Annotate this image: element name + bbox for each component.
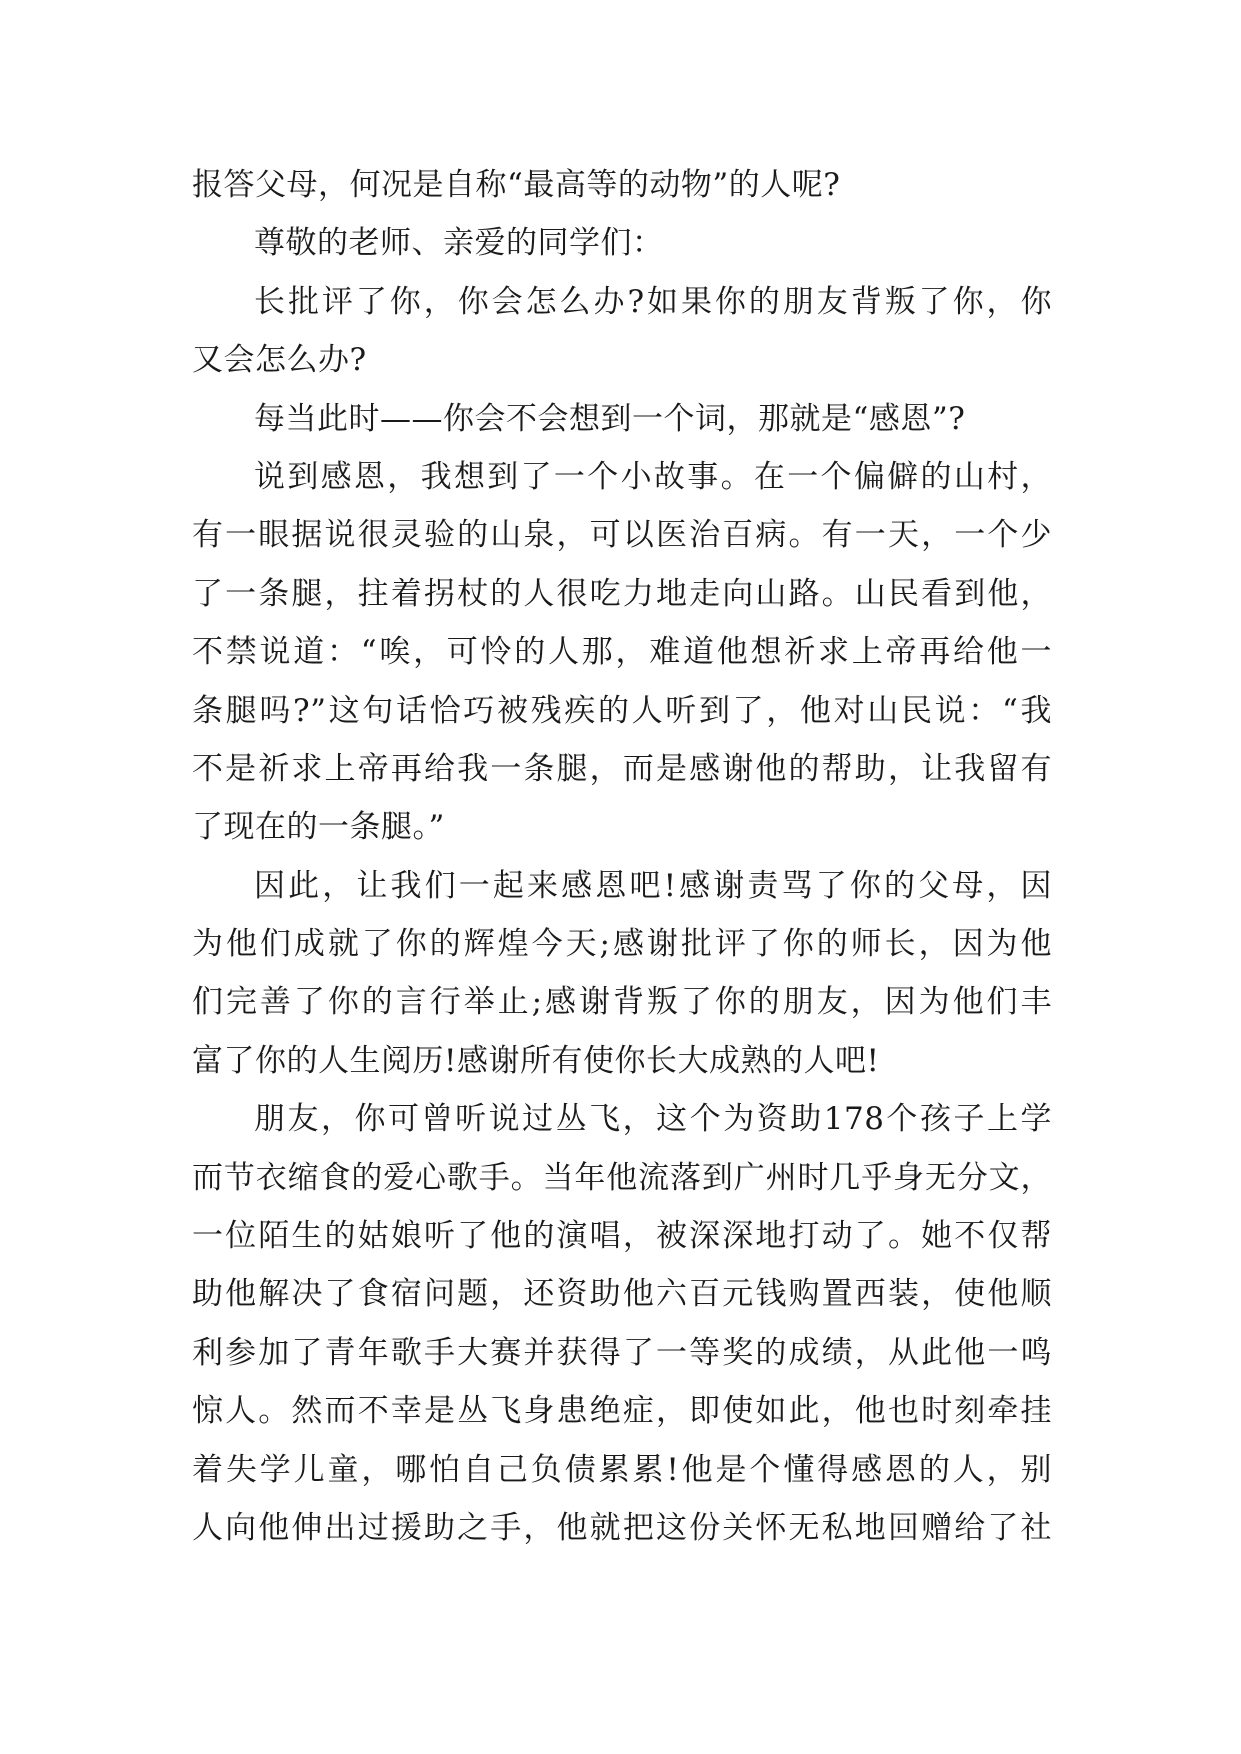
text-line: 富了你的人生阅历!感谢所有使你长大成熟的人吧! (192, 1042, 880, 1079)
text-line: 一位陌生的姑娘听了他的演唱，被深深地打动了。她不仅帮 (192, 1218, 1052, 1255)
text-line: 不禁说道：“唉，可怜的人那，难道他想祈求上帝再给他一 (192, 634, 1052, 671)
text-line: 尊敬的老师、亲爱的同学们： (254, 225, 664, 262)
text-line: 说到感恩，我想到了一个小故事。在一个偏僻的山村， (254, 458, 1052, 495)
text-line: 而节衣缩食的爱心歌手。当年他流落到广州时几乎身无分文， (192, 1159, 1052, 1196)
text-line: 惊人。然而不幸是丛飞身患绝症，即使如此，他也时刻牵挂 (192, 1393, 1052, 1430)
text-line: 们完善了你的言行举止;感谢背叛了你的朋友，因为他们丰 (192, 984, 1052, 1021)
text-line: 不是祈求上帝再给我一条腿，而是感谢他的帮助，让我留有 (192, 750, 1052, 787)
text-line: 为他们成就了你的辉煌今天;感谢批评了你的师长，因为他 (192, 926, 1052, 963)
text-line: 条腿吗?”这句话恰巧被残疾的人听到了，他对山民说：“我 (192, 692, 1052, 729)
text-line: 朋友，你可曾听说过丛飞，这个为资助178个孩子上学 (254, 1101, 1052, 1138)
text-line: 每当此时——你会不会想到一个词，那就是“感恩”? (254, 400, 966, 437)
text-line: 利参加了青年歌手大赛并获得了一等奖的成绩，从此他一鸣 (192, 1334, 1052, 1371)
text-line: 了一条腿，拄着拐杖的人很吃力地走向山路。山民看到他， (192, 575, 1052, 612)
text-line: 因此，让我们一起来感恩吧!感谢责骂了你的父母，因 (254, 867, 1052, 904)
text-line: 有一眼据说很灵验的山泉，可以医治百病。有一天，一个少 (192, 517, 1052, 554)
text-line: 了现在的一条腿。” (192, 809, 445, 846)
text-line: 人向他伸出过援助之手，他就把这份关怀无私地回赠给了社 (192, 1509, 1052, 1546)
text-line: 报答父母，何况是自称“最高等的动物”的人呢? (192, 167, 841, 203)
text-line: 着失学儿童，哪怕自己负债累累!他是个懂得感恩的人，别 (192, 1451, 1052, 1488)
text-line: 长批评了你，你会怎么办?如果你的朋友背叛了你，你 (254, 283, 1052, 320)
body-text (192, 156, 1052, 1557)
text-line: 又会怎么办? (192, 342, 367, 379)
text-line: 助他解决了食宿问题，还资助他六百元钱购置西装，使他顺 (192, 1276, 1052, 1313)
